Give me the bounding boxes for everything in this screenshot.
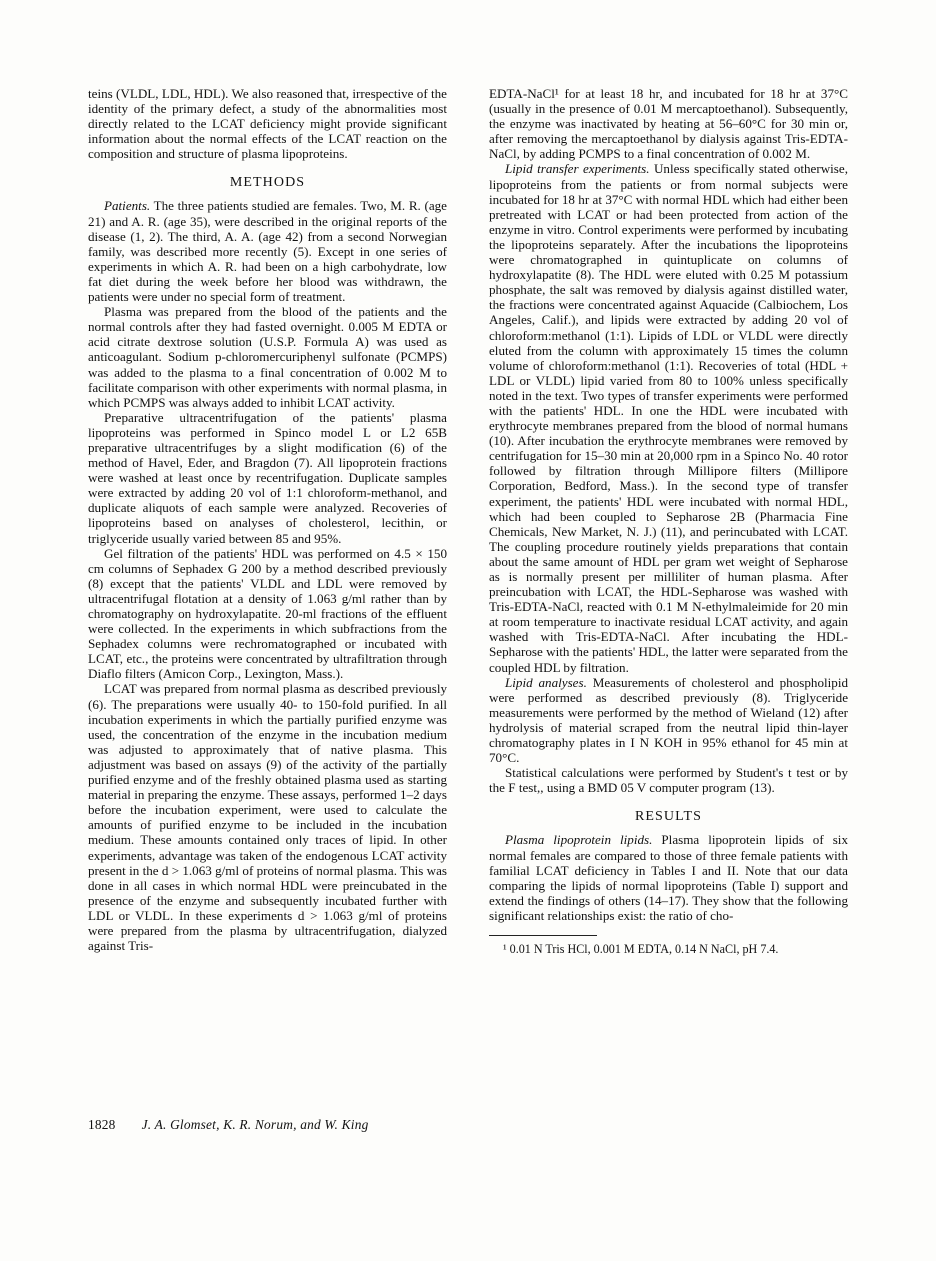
paragraph: Plasma was prepared from the blood of the patients and the normal controls after they had fasted overnight. 0.005 M EDTA or acid citrate dextrose solution (U.S.P. Formula A) was used as anticoagulant. Sodium p-chloromercuriphenyl sulfonate (PCMPS) was added to the plasma to a final concentration of 0.002 M to facilitate comparison with other experiments with normal plasma, in which PCMPS was always added to inhibit LCAT activity.: [88, 304, 447, 410]
paragraph: Preparative ultracentrifugation of the patients' plasma lipoproteins was performed in Spinco model L or L2 65B preparative ultracentrifuges by a slight modification (6) of the method of Havel, Eder, and Bragdon (7). All lipoprotein fractions were washed at least once by recentrifugation. Duplicate samples were extracted by adding 20 vol of 1:1 chloroform-methanol, and duplicate aliquots of each sample were analyzed. Recoveries of lipoproteins based on analyses of cholesterol, lecithin, or triglyceride usually varied between 85 and 95%.: [88, 409, 447, 546]
paragraph-text: Unless specifically stated otherwise, lipoproteins from the patients or from normal subjects were incubated for 18 hr at 37°C with normal HDL which had either been pretreated with LCAT or had been protected from action of the enzyme in vitro. Control experiments were performed by incubating the lipoproteins separately. After the incubations the lipoproteins were chromatographed in quintuplicate on columns of hydroxylapatite (8). The HDL were eluted with 0.25 M potassium phosphate, the salt was removed by dialysis against distilled water, the fractions were concentrated against Aquacide (Calbiochem, Los Angeles, Calif.), and lipids were extracted by adding 20 vol of chloroform:methanol (1:1). Lipids of LDL or VLDL were directly eluted from the column with approximately 15 times the column volume of chloroform:methanol (1:1). Recoveries of total (HDL + LDL or VLDL) lipid varied from 80 to 100% unless specifically noted in the text. Two types of transfer experiments were performed with the patients' HDL. In one the HDL were incubated with erythrocyte membranes prepared from the blood of normal humans (10). After incubation the erythrocyte membranes were removed by centrifugation for 15–30 min at 20,000 rpm in a Spinco No. 40 rotor followed by filtration through Millipore filters (Millipore Corporation, Bedford, Mass.). In the second type of transfer experiment, the patients' HDL were incubated with normal HDL, which had been coupled to Sepharose 2B (Pharmacia Fine Chemicals, New Market, N. J.) (11), and perincubated with LCAT. The coupling procedure routinely yields preparations that contain about the same amount of HDL per gram wet weight of Sepharose as is normally present per milliliter of human plasma. After preincubation with LCAT, the HDL-Sepharose was washed with Tris-EDTA-NaCl, reacted with 0.1 M N-ethylmaleimide for 20 min at room temperature to inactivate residual LCAT activity, and again washed with Tris-EDTA-NaCl. After incubating the HDL-Sepharose with the patients' HDL, the latter were separated from the coupled HDL by filtration.: [489, 161, 848, 675]
left-column: [88, 86, 447, 956]
paragraph-lead-in: Patients.: [104, 198, 151, 214]
footer-authors: J. A. Glomset, K. R. Norum, and W. King: [141, 1117, 369, 1132]
footnote: ¹ 0.01 N Tris HCl, 0.001 M EDTA, 0.14 N NaCl, pH 7.4.: [503, 941, 779, 956]
section-heading-results: RESULTS: [634, 809, 703, 825]
paragraph: Gel filtration of the patients' HDL was performed on 4.5 × 150 cm columns of Sephadex G 200 by a method described previously (8) except that the patients' VLDL and LDL were removed by ultracentrifugal flotation at a density of 1.063 g/ml rather than by chromatography on hydroxylapatite. 20-ml fractions of the effluent were collected. In the experiments in which subfractions from the Sephadex columns were rechromatographed or incubated with LCAT, etc., the proteins were concentrated by ultrafiltration through Diaflo filters (Amicon Corp., Lexington, Mass.).: [88, 545, 447, 682]
paragraph-plasma-lipoprotein-lipids: [489, 832, 848, 923]
paragraph-lead-in: Lipid analyses.: [505, 674, 587, 690]
section-heading-methods: METHODS: [229, 175, 306, 191]
paragraph-lipid-analyses: [489, 675, 848, 766]
page-number: 1828: [88, 1117, 116, 1132]
right-column: [489, 86, 848, 956]
paragraph: teins (VLDL, LDL, HDL). We also reasoned that, irrespective of the identity of the primary defect, a study of the abnormalities most directly related to the LCAT deficiency might provide significant information about the normal effects of the LCAT reaction on the composition and structure of plasma lipoproteins.: [88, 86, 447, 162]
paragraph-lead-in: Plasma lipoprotein lipids.: [505, 832, 653, 848]
paragraph-lead-in: Lipid transfer experiments.: [505, 161, 650, 177]
paragraph: Statistical calculations were performed by Student's t test or by the F test,, using a BMD 05 V computer program (13).: [489, 765, 848, 796]
footnote-divider: [489, 935, 597, 936]
paragraph-text: Measurements of cholesterol and phospholipid were performed as described previously (8). Triglyceride measurements were performed by the method of Wieland (12) after hydrolysis of material scraped from the neutral lipid thin-layer chromatography plates in I N KOH in 95% ethanol for 45 min at 70°C.: [489, 674, 848, 766]
paragraph-text: The three patients studied are females. Two, M. R. (age 21) and A. R. (age 35), were described in the original reports of the disease (1, 2). The third, A. A. (age 42) from a second Norwegian family, was described more recently (5). Except in one series of experiments in which A. R. had been on a high carbohydrate, low fat diet during the week before her blood was withdrawn, the patients were under no special form of treatment.: [88, 198, 447, 305]
paragraph: LCAT was prepared from normal plasma as described previously (6). The preparations were usually 40- to 150-fold purified. In all incubation experiments in which the partially purified enzyme was used, the concentration of the enzyme in the incubation medium was adjusted to approximately that of native plasma. This adjustment was based on assays (9) of the activity of the partially purified enzyme and of the freshly obtained plasma used as starting material in preparing the enzyme. These assays, performed 1–2 days before the incubation experiment, were used to calculate the amounts of purified enzyme to be included in the incubation medium. These amounts contained only traces of lipid. In other experiments, advantage was taken of the endogenous LCAT activity present in the d > 1.063 g/ml of proteins of normal plasma. This was done in all cases in which normal HDL were preincubated in the presence of the enzyme and subsequently incubated further with LDL or VLDL. In these experiments d > 1.063 g/ml of proteins were prepared from the plasma by ultracentrifugation, dialyzed against Tris-: [88, 681, 447, 954]
paragraph-patients: [88, 198, 447, 304]
paragraph-lipid-transfer: [489, 161, 848, 674]
paragraph: EDTA-NaCl¹ for at least 18 hr, and incubated for 18 hr at 37°C (usually in the presence of 0.01 M mercaptoethanol). Subsequently, the enzyme was inactivated by heating at 56–60°C for 30 min or, after removing the mercaptoethanol by dialysis against Tris-EDTA-NaCl, by adding PCMPS to a final concentration of 0.002 M.: [489, 86, 848, 162]
two-column-layout: [88, 86, 848, 956]
page-footer: [88, 1117, 848, 1133]
paragraph-text: Plasma lipoprotein lipids of six normal females are compared to those of three female patients with familial LCAT deficiency in Tables I and II. Note that our data comparing the lipids of normal lipoproteins (Table I) support and extend the findings of others (14–17). They show that the following significant relationships exist: the ratio of cho-: [489, 832, 848, 923]
